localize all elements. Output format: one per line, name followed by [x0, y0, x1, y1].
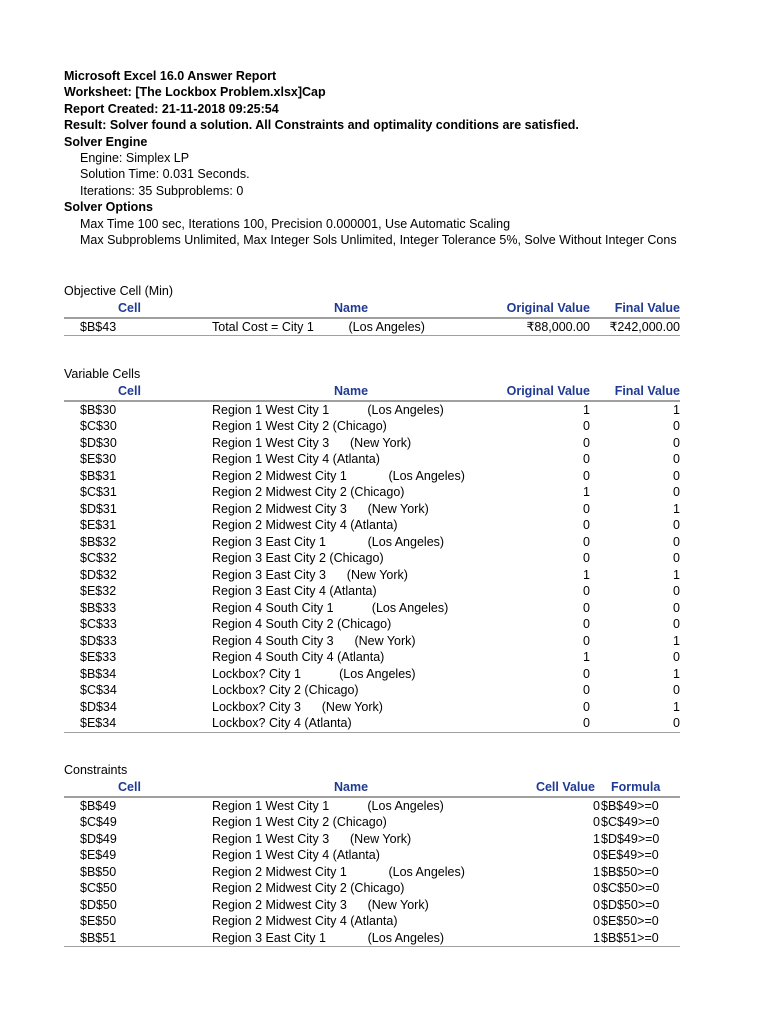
cell-name: Total Cost = City 1 (Los Angeles)	[212, 319, 425, 334]
variables-table	[64, 383, 680, 733]
original-value: 0	[583, 584, 590, 598]
original-value: 0	[583, 699, 590, 714]
table-row	[64, 550, 680, 567]
header-final-value: Final Value	[614, 301, 680, 315]
cell-value: 0	[593, 897, 600, 912]
constraints-rows	[64, 798, 680, 948]
table-row	[64, 418, 680, 435]
original-value: 0	[583, 518, 590, 532]
final-value: 0	[673, 534, 680, 549]
cell-ref: $D$49	[80, 831, 117, 846]
table-row	[64, 616, 680, 633]
table-row	[64, 567, 680, 584]
cell-name: Lockbox? City 3 (New York)	[212, 699, 383, 714]
cell-ref: $E$34	[80, 716, 117, 730]
cell-value: 0	[593, 848, 600, 862]
header-name: Name	[334, 301, 369, 315]
cell-ref: $C$31	[80, 485, 117, 499]
table-row	[64, 831, 680, 848]
cell-name: Region 1 West City 4 (Atlanta)	[212, 848, 380, 862]
cell-value: 1	[593, 930, 600, 945]
constraints-table	[64, 779, 680, 947]
original-value: 1	[583, 650, 590, 664]
cell-name: Region 1 West City 2 (Chicago)	[212, 815, 387, 829]
report-title: Microsoft Excel 16.0 Answer Report	[64, 69, 277, 83]
final-value: 0	[673, 650, 680, 664]
options-heading: Solver Options	[64, 200, 153, 215]
worksheet-line: Worksheet: [The Lockbox Problem.xlsx]Cap	[64, 85, 326, 100]
table-row	[64, 814, 680, 831]
original-value: 1	[583, 485, 590, 499]
cell-name: Region 3 East City 3 (New York)	[212, 567, 408, 582]
final-value: 0	[673, 452, 680, 466]
cell-name: Region 1 West City 4 (Atlanta)	[212, 452, 380, 466]
original-value: 0	[583, 468, 590, 483]
cell-name: Region 2 Midwest City 2 (Chicago)	[212, 881, 405, 895]
formula: $D$50>=0	[601, 897, 660, 912]
table-row	[64, 649, 680, 666]
cell-name: Region 3 East City 4 (Atlanta)	[212, 584, 377, 598]
cell-name: Region 2 Midwest City 2 (Chicago)	[212, 485, 405, 499]
cell-ref: $B$51	[80, 930, 117, 945]
cell-ref: $B$30	[80, 402, 117, 417]
cell-ref: $B$50	[80, 864, 117, 879]
original-value: ₹88,000.00	[526, 319, 590, 334]
final-value: 0	[673, 419, 680, 433]
report-header	[64, 68, 768, 248]
report-created: Report Created: 21-11-2018 09:25:54	[64, 101, 279, 116]
table-row	[64, 913, 680, 930]
table-row	[64, 666, 680, 683]
cell-ref: $D$34	[80, 699, 117, 714]
objective-rows	[64, 319, 680, 337]
table-row	[64, 682, 680, 699]
final-value: 0	[673, 600, 680, 615]
final-value: 1	[673, 567, 680, 582]
header-original-value: Original Value	[506, 301, 590, 315]
cell-value: 0	[593, 815, 600, 829]
cell-name: Lockbox? City 1 (Los Angeles)	[212, 666, 416, 681]
cell-name: Region 1 West City 1 (Los Angeles)	[212, 798, 444, 813]
options-line-1: Max Time 100 sec, Iterations 100, Precision 0.000001, Use Automatic Scaling	[80, 216, 511, 231]
table-row	[64, 600, 680, 617]
objective-title: Objective Cell (Min)	[64, 284, 174, 298]
final-value: 0	[673, 617, 680, 631]
final-value: 1	[673, 699, 680, 714]
cell-ref: $E$30	[80, 452, 117, 466]
original-value: 0	[583, 633, 590, 648]
table-row	[64, 715, 680, 733]
formula: $E$50>=0	[601, 914, 659, 928]
final-value: 0	[673, 683, 680, 697]
cell-name: Region 1 West City 1 (Los Angeles)	[212, 402, 444, 417]
cell-name: Region 2 Midwest City 3 (New York)	[212, 897, 429, 912]
formula: $E$49>=0	[601, 848, 659, 862]
final-value: 0	[673, 716, 680, 730]
cell-ref: $D$32	[80, 567, 117, 582]
cell-ref: $B$33	[80, 600, 117, 615]
cell-ref: $D$30	[80, 435, 117, 450]
objective-header-row	[64, 300, 680, 319]
cell-name: Region 2 Midwest City 1 (Los Angeles)	[212, 864, 465, 879]
cell-name: Region 1 West City 2 (Chicago)	[212, 419, 387, 433]
cell-ref: $C$32	[80, 551, 117, 565]
cell-value: 0	[593, 914, 600, 928]
cell-ref: $D$31	[80, 501, 117, 516]
formula: $B$51>=0	[601, 930, 659, 945]
variables-header-row	[64, 383, 680, 402]
cell-name: Region 3 East City 1 (Los Angeles)	[212, 534, 445, 549]
cell-name: Region 1 West City 3 (New York)	[212, 831, 412, 846]
cell-ref: $E$31	[80, 518, 117, 532]
engine-line: Engine: Simplex LP	[80, 150, 190, 165]
cell-name: Lockbox? City 4 (Atlanta)	[212, 716, 352, 730]
original-value: 0	[583, 600, 590, 615]
table-row	[64, 517, 680, 534]
cell-name: Region 4 South City 4 (Atlanta)	[212, 650, 385, 664]
variables-rows	[64, 402, 680, 733]
cell-name: Region 2 Midwest City 4 (Atlanta)	[212, 518, 398, 532]
table-row	[64, 501, 680, 518]
final-value: 0	[673, 584, 680, 598]
cell-value: 0	[593, 881, 600, 895]
table-row	[64, 897, 680, 914]
formula: $B$49>=0	[601, 798, 659, 813]
cell-ref: $D$33	[80, 633, 117, 648]
cell-name: Region 3 East City 2 (Chicago)	[212, 551, 384, 565]
header-formula: Formula	[611, 780, 661, 794]
table-row	[64, 847, 680, 864]
table-row	[64, 451, 680, 468]
constraints-header-row	[64, 779, 680, 798]
cell-value: 1	[593, 864, 600, 879]
final-value: 1	[673, 633, 680, 648]
cell-name: Region 2 Midwest City 4 (Atlanta)	[212, 914, 398, 928]
header-original-value: Original Value	[506, 384, 590, 398]
original-value: 0	[583, 419, 590, 433]
cell-ref: $D$50	[80, 897, 117, 912]
table-row	[64, 435, 680, 452]
final-value: 0	[673, 485, 680, 499]
cell-name: Lockbox? City 2 (Chicago)	[212, 683, 359, 697]
cell-ref: $E$32	[80, 584, 117, 598]
cell-name: Region 4 South City 2 (Chicago)	[212, 617, 392, 631]
cell-ref: $C$33	[80, 617, 117, 631]
table-row	[64, 484, 680, 501]
original-value: 1	[583, 567, 590, 582]
formula: $D$49>=0	[601, 831, 660, 846]
original-value: 0	[583, 683, 590, 697]
original-value: 0	[583, 534, 590, 549]
cell-ref: $C$50	[80, 881, 117, 895]
original-value: 0	[583, 617, 590, 631]
engine-heading: Solver Engine	[64, 134, 148, 149]
cell-name: Region 3 East City 1 (Los Angeles)	[212, 930, 445, 945]
cell-name: Region 1 West City 3 (New York)	[212, 435, 412, 450]
table-row	[64, 930, 680, 948]
cell-ref: $C$34	[80, 683, 117, 697]
original-value: 0	[583, 452, 590, 466]
header-cell: Cell	[118, 384, 141, 398]
original-value: 0	[583, 716, 590, 730]
header-cell-value: Cell Value	[535, 780, 595, 794]
table-row	[64, 468, 680, 485]
final-value: 1	[673, 501, 680, 516]
cell-value: 1	[593, 831, 600, 846]
solution-time: Solution Time: 0.031 Seconds.	[80, 167, 250, 182]
cell-ref: $E$49	[80, 848, 117, 862]
header-name: Name	[334, 780, 369, 794]
original-value: 0	[583, 666, 590, 681]
original-value: 0	[583, 551, 590, 565]
objective-table	[64, 300, 680, 336]
cell-ref: $E$50	[80, 914, 117, 928]
final-value: 0	[673, 435, 680, 450]
iterations-line: Iterations: 35 Subproblems: 0	[80, 183, 244, 198]
cell-ref: $C$49	[80, 815, 117, 829]
final-value: 0	[673, 468, 680, 483]
variables-title: Variable Cells	[64, 367, 141, 381]
cell-ref: $B$32	[80, 534, 117, 549]
cell-ref: $B$34	[80, 666, 117, 681]
header-cell: Cell	[118, 780, 141, 794]
table-row	[64, 864, 680, 881]
final-value: 0	[673, 518, 680, 532]
cell-ref: $C$30	[80, 419, 117, 433]
original-value: 0	[583, 501, 590, 516]
table-row	[64, 633, 680, 650]
cell-name: Region 2 Midwest City 3 (New York)	[212, 501, 429, 516]
original-value: 1	[583, 402, 590, 417]
original-value: 0	[583, 435, 590, 450]
cell-value: 0	[593, 798, 600, 813]
cell-ref: $E$33	[80, 650, 117, 664]
cell-name: Region 4 South City 1 (Los Angeles)	[212, 600, 449, 615]
cell-ref: $B$49	[80, 798, 117, 813]
table-row	[64, 699, 680, 716]
cell-name: Region 2 Midwest City 1 (Los Angeles)	[212, 468, 465, 483]
formula: $C$50>=0	[601, 881, 660, 895]
header-cell: Cell	[118, 301, 141, 315]
header-final-value: Final Value	[614, 384, 680, 398]
final-value: ₹242,000.00	[609, 319, 680, 334]
formula: $B$50>=0	[601, 864, 659, 879]
table-row	[64, 319, 680, 337]
table-row	[64, 880, 680, 897]
formula: $C$49>=0	[601, 815, 660, 829]
table-row	[64, 583, 680, 600]
cell-name: Region 4 South City 3 (New York)	[212, 633, 416, 648]
result-line: Result: Solver found a solution. All Constraints and optimality conditions are satisfied.	[64, 118, 579, 133]
table-row	[64, 402, 680, 419]
options-line-2: Max Subproblems Unlimited, Max Integer Sols Unlimited, Integer Tolerance 5%, Solve Without Integer Cons	[80, 232, 677, 247]
final-value: 1	[673, 666, 680, 681]
final-value: 1	[673, 402, 680, 417]
final-value: 0	[673, 551, 680, 565]
table-row	[64, 534, 680, 551]
constraints-title: Constraints	[64, 763, 128, 777]
cell-ref: $B$31	[80, 468, 117, 483]
table-row	[64, 798, 680, 815]
cell-ref: $B$43	[80, 319, 117, 334]
header-name: Name	[334, 384, 369, 398]
